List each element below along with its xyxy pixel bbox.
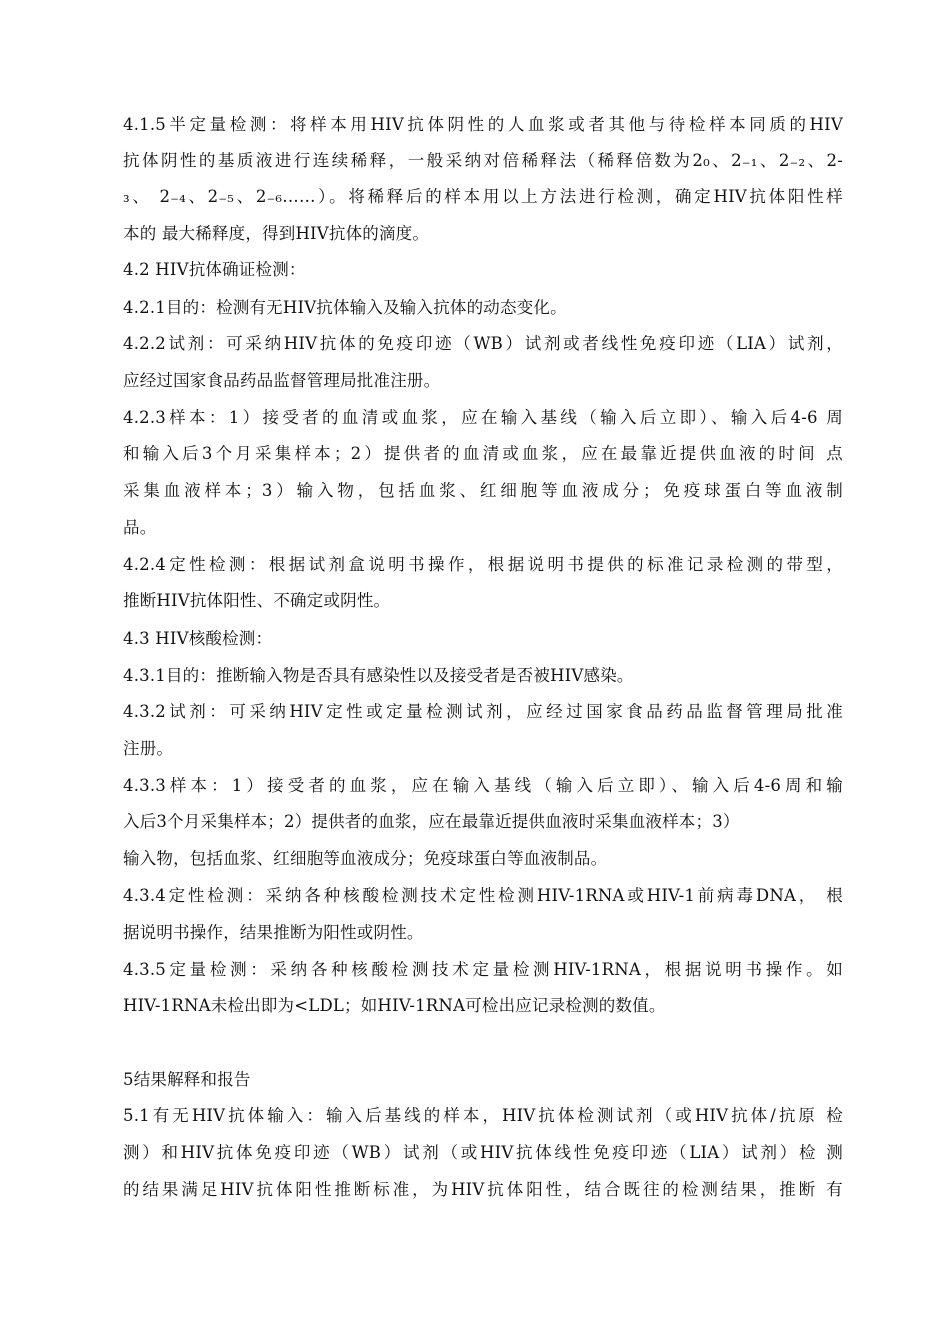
text-line: 4.2.2试剂：可采纳HIV抗体的免疫印迹（WB）试剂或者线性免疫印迹（LIA）试剂， <box>123 334 843 353</box>
text-line: 入后3个月采集样本；2）提供者的血浆，应在最靠近提供血液时采集血液样本；3） <box>123 812 740 831</box>
text-line: 品。 <box>123 518 157 537</box>
text-line: 4.3.4定性检测：采纳各种核酸检测技术定性检测HIV-1RNA或HIV-1前病毒DNA， 根 <box>123 886 843 905</box>
text-line: 4.3.2试剂：可采纳HIV定性或定量检测试剂，应经过国家食品药品监督管理局批准 <box>123 702 843 721</box>
section-heading: 4.2 HIV抗体确证检测： <box>123 260 306 279</box>
text-line: 输入物，包括血浆、红细胞等血液成分；免疫球蛋白等血液制品。 <box>123 849 608 868</box>
text-line: 的结果满足HIV抗体阳性推断标准，为HIV抗体阳性，结合既往的检测结果，推断 有 <box>123 1180 843 1199</box>
text-line: 抗体阴性的基质液进行连续稀释，一般采纳对倍稀释法（稀释倍数为2₀、2₋₁、2₋₂、2- <box>123 151 843 170</box>
text-line: 4.2.1目的：检测有无HIV抗体输入及输入抗体的动态变化。 <box>123 298 567 317</box>
text-line: 4.2.3样本：1）接受者的血清或血浆，应在输入基线（输入后立即）、输入后4-6 周 <box>123 408 843 427</box>
section-heading: 4.3 HIV核酸检测： <box>123 629 273 648</box>
text-line: 采集血液样本；3）输入物，包括血浆、红细胞等血液成分；免疫球蛋白等血液制 <box>123 481 843 500</box>
text-line: 4.3.5定量检测：采纳各种核酸检测技术定量检测HIV-1RNA，根据说明书操作。如 <box>123 960 843 979</box>
text-line: ₃、 2₋₄、2₋₅、2₋₆……）。将稀释后的样本用以上方法进行检测，确定HIV抗体阳性样 <box>123 187 843 206</box>
text-line: 和输入后3个月采集样本；2）提供者的血清或血浆，应在最靠近提供血液的时间 点 <box>123 444 843 463</box>
section-heading: 5结果解释和报告 <box>123 1070 251 1089</box>
text-line: 应经过国家食品药品监督管理局批准注册。 <box>123 371 441 390</box>
text-line: 推断HIV抗体阳性、不确定或阴性。 <box>123 591 391 610</box>
text-line: 据说明书操作，结果推断为阳性或阴性。 <box>123 923 424 942</box>
text-line: 4.2.4定性检测：根据试剂盒说明书操作，根据说明书提供的标准记录检测的带型， <box>123 555 843 574</box>
text-line: 4.1.5半定量检测：将样本用HIV抗体阴性的人血浆或者其他与待检样本同质的HIV <box>123 115 843 134</box>
text-line: 注册。 <box>123 739 174 758</box>
text-line: 本的 最大稀释度，得到HIV抗体的滴度。 <box>123 224 430 243</box>
text-line: 4.3.1目的：推断输入物是否具有感染性以及接受者是否被HIV感染。 <box>123 666 634 685</box>
text-line: 4.3.3样本：1）接受者的血浆，应在输入基线（输入后立即）、输入后4-6周和输 <box>123 776 843 795</box>
text-line: 5.1有无HIV抗体输入：输入后基线的样本，HIV抗体检测试剂（或HIV抗体/抗原 检 <box>123 1106 843 1125</box>
text-line: 测）和HIV抗体免疫印迹（WB）试剂（或HIV抗体线性免疫印迹（LIA）试剂）检 测 <box>123 1143 843 1162</box>
text-line: HIV-1RNA未检出即为<LDL；如HIV-1RNA可检出应记录检测的数值。 <box>123 996 666 1015</box>
